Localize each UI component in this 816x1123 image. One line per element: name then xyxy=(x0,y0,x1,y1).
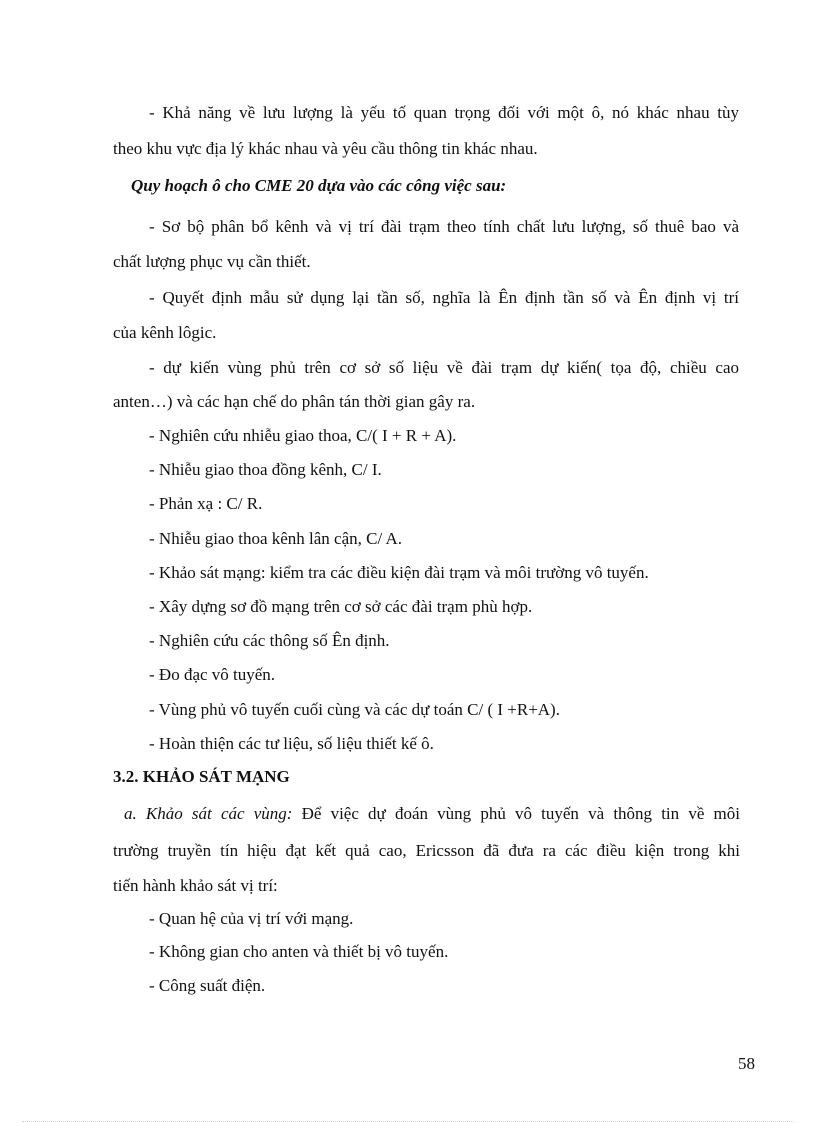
list-item: - Nhiễu giao thoa đồng kênh, C/ I. xyxy=(149,460,382,479)
list-item: - Không gian cho anten và thiết bị vô tuyến. xyxy=(149,942,449,961)
list-item: - Đo đạc vô tuyến. xyxy=(149,665,276,684)
paragraph-line-8: anten…) và các hạn chế do phân tán thời gian gây ra. xyxy=(113,392,476,411)
survey-paragraph-line-1 xyxy=(124,803,740,825)
list-item: - Nghiên cứu các thông số Ên định. xyxy=(149,631,390,650)
survey-paragraph-line-2: trường truyền tín hiệu đạt kết quả cao, Ericsson đã đưa ra các điều kiện trong khi xyxy=(113,841,740,860)
survey-text: Để việc dự đoán vùng phủ vô tuyến và thông tin về môi xyxy=(301,804,740,823)
section-subheading: Quy hoạch ô cho CME 20 dựa vào các công việc sau: xyxy=(131,176,507,195)
paragraph-line-6: của kênh lôgic. xyxy=(113,323,217,342)
paragraph-line-4: chất lượng phục vụ cần thiết. xyxy=(113,252,311,271)
list-item: - Hoàn thiện các tư liệu, số liệu thiết kế ô. xyxy=(149,734,434,753)
paragraph-line-7: - dự kiến vùng phủ trên cơ sở số liệu về đài trạm dự kiến( tọa độ, chiều cao xyxy=(149,358,739,377)
section-heading: 3.2. KHẢO SÁT MẠNG xyxy=(113,767,290,786)
paragraph-line-5: - Quyết định mẫu sử dụng lại tần số, nghĩa là Ên định tần số và Ên định vị trí xyxy=(149,288,739,307)
survey-paragraph-line-3: tiến hành khảo sát vị trí: xyxy=(113,876,278,895)
list-item: - Phản xạ : C/ R. xyxy=(149,494,263,513)
list-item: - Vùng phủ vô tuyến cuối cùng và các dự toán C/ ( I +R+A). xyxy=(149,700,560,719)
bottom-divider xyxy=(22,1121,794,1122)
list-item: - Nghiên cứu nhiễu giao thoa, C/( I + R + A). xyxy=(149,426,457,445)
paragraph-line-3: - Sơ bộ phân bổ kênh và vị trí đài trạm theo tính chất lưu lượng, số thuê bao và xyxy=(149,217,739,236)
list-item: - Xây dựng sơ đồ mạng trên cơ sở các đài trạm phù hợp. xyxy=(149,597,533,616)
paragraph-line-2: theo khu vực địa lý khác nhau và yêu cầu thông tin khác nhau. xyxy=(113,139,538,158)
list-item: - Công suất điện. xyxy=(149,976,266,995)
survey-label: a. Khảo sát các vùng: xyxy=(124,804,293,823)
list-item: - Quan hệ của vị trí với mạng. xyxy=(149,909,354,928)
paragraph-line-1: - Khả năng về lưu lượng là yếu tố quan trọng đối với một ô, nó khác nhau tùy xyxy=(149,103,739,122)
page-number: 58 xyxy=(738,1054,755,1073)
list-item: - Nhiễu giao thoa kênh lân cận, C/ A. xyxy=(149,529,403,548)
list-item: - Khảo sát mạng: kiểm tra các điều kiện đài trạm và môi trường vô tuyến. xyxy=(149,563,649,582)
